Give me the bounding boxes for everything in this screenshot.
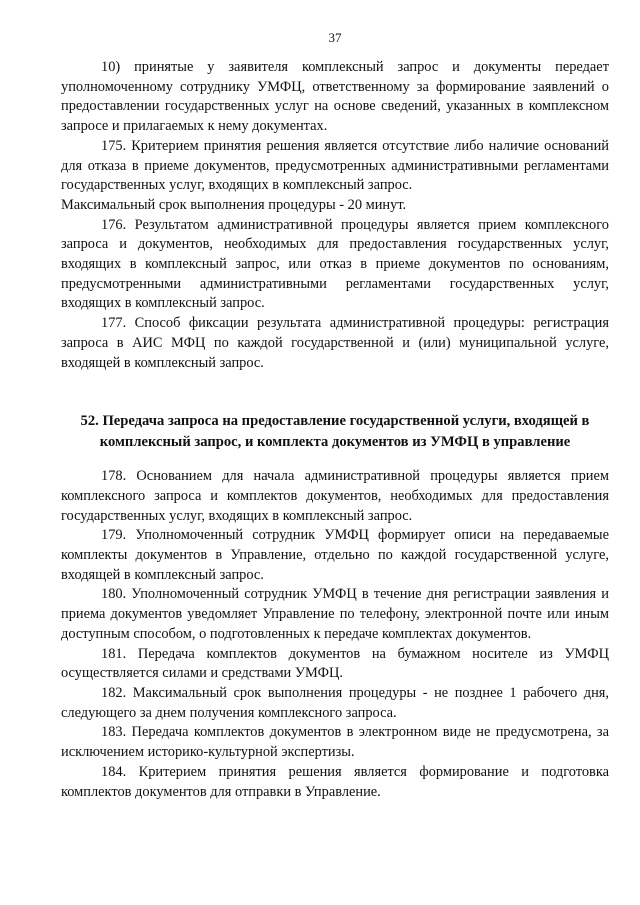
paragraph-180: 180. Уполномоченный сотрудник УМФЦ в течение дня регистрации заявления и приема документов уведомляет Управление по телефону, электронной почте или иным доступным способом, о подготовленных к передаче комплектах документов. <box>61 586 609 642</box>
paragraph-181: 181. Передача комплектов документов на бумажном носителе из УМФЦ осуществляется силами и средствами УМФЦ. <box>61 645 609 682</box>
paragraph-max-time: Максимальный срок выполнения процедуры - 20 минут. <box>61 196 407 213</box>
paragraph-184: 184. Критерием принятия решения является формирование и подготовка комплектов документов для отправки в Управление. <box>61 763 609 800</box>
paragraph-item-10: 10) принятые у заявителя комплексный запрос и документы передает уполномоченному сотруднику УМФЦ, ответственному за формирование заявлений о предоставлении государственных услуг на основе сведений, указанных в комплексном запросе и прилагаемых к нему документах. <box>61 59 609 135</box>
page-number: 37 <box>328 30 342 45</box>
paragraph-179: 179. Уполномоченный сотрудник УМФЦ формирует описи на передаваемые комплекты документов в Управление, отдельно по каждой государственной услуге, входящей в комплексный запрос. <box>61 527 609 583</box>
paragraph-178: 178. Основанием для начала административной процедуры является прием комплексного запроса и комплектов документов, необходимых для предоставления государственных услуг, входящих в комплексный запрос. <box>61 468 609 524</box>
paragraph-183: 183. Передача комплектов документов в электронном виде не предусмотрена, за исключением историко-культурной экспертизы. <box>61 724 609 761</box>
document-page <box>61 30 609 802</box>
section-heading-52: 52. Передача запроса на предоставление государственной услуги, входящей в комплексный запрос, и комплекта документов из УМФЦ в управление <box>80 413 590 451</box>
paragraph-177: 177. Способ фиксации результата административной процедуры: регистрация запроса в АИС МФЦ по каждой государственной и (или) муниципальной услуге, входящей в комплексный запрос. <box>61 315 609 371</box>
paragraph-175: 175. Критерием принятия решения является отсутствие либо наличие оснований для отказа в приеме документов, предусмотренных административными регламентами государственных услуг, входящих в комплексный запрос. <box>61 137 609 194</box>
paragraph-176: 176. Результатом административной процедуры является прием комплексного запроса и документов, необходимых для предоставления государственных услуг, входящих в комплексный запрос, или отказ в приеме документов по основаниям, предусмотренными административными регламентами государственных услуг, входящих в комплексный запрос. <box>61 216 609 312</box>
paragraph-182: 182. Максимальный срок выполнения процедуры - не позднее 1 рабочего дня, следующего за днем получения комплексного запроса. <box>61 684 609 721</box>
